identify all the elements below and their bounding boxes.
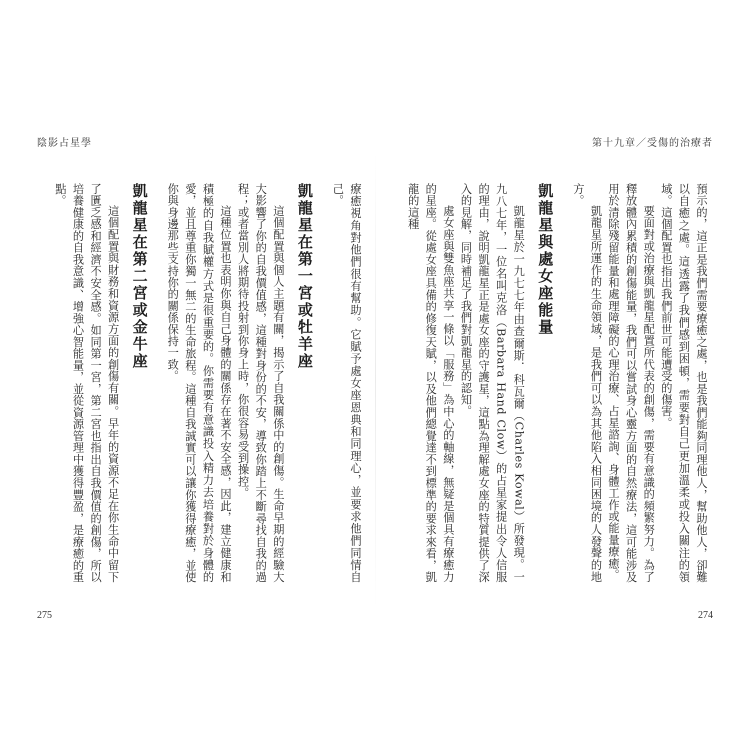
gutter-shadow [375,150,376,610]
paragraph: 這個配置與財務和資源方面的創傷有關。早年的資源不足在你生命中留下了匱乏感和經濟不安全感。如同第一宮，第二宮也指出自我價值的創傷，所以培養健康的自我意識、增強心智能量，並從資源管理中獲得豐盈，是療癒的重點。 [53,183,120,583]
paragraph: 預示的，這正是我們需要療癒之處，也是我們能夠同理他人，幫助他人，卻難以自癒之處。這透露了我們感到困頓，需要對自己更加溫柔或投入關注的領域。這個配置也指出我們前世可能遭受的傷害。 [659,183,708,583]
paragraph: 處女座與雙魚座共享一條以「服務」為中心的軸線，無疑是個具有療癒力的星座。從處女座具備的修復天賦，以及他們總覺達不到標準的要求來看，凱龍的這種 [406,183,455,583]
paragraph: 凱龍星於一九七七年由查爾斯．科瓦爾（Charles Kowal）所發現。一九八七年，一位名叫克洛（Barbara Hand Clow）的占星家提出令人信服的理由，說明凱龍星正是處女座的守護星，這點為理解處女座的特質提供了深入的見解，同時補足了我們對凱龍星的認知。 [459,183,526,583]
paragraph: 凱龍星所運作的生命領域，是我們可以為其他陷入相同困境的人發聲的地方。 [571,183,603,583]
running-head-left: 陰影占星學 [37,138,92,149]
paragraph: 這個配置與個人主題有關，揭示了自我關係中的創傷。生命早期的經驗大大影響了你的自我價值感，這種對身份的不安，導致你踏上不斷尋找自我的過程；或者當別人將期待投射到你身上時，你很容易受到操控。 [236,183,285,583]
paragraph: 療癒視角對他們很有幫助。它賦予處女座恩典和同理心，並要求他們同情自己。 [331,183,362,583]
running-head-right: 第十九章／受傷的治療者 [592,138,713,149]
paragraph: 這種位置也表明你與自己身體的關係存在著不安全感，因此，建立健康和積極的自我賦權方式是很重要的。你需要有意識投入精力去培養對於身體的愛，並且尊重你獨一無二的生命旅程。這種自我誠實可以讓你獲得療癒，並使你與身邊那些支持你的關係保持一致。 [166,183,233,583]
section-heading: 凱龍星在第二宮或金牛座 [130,183,149,370]
right-page-body [400,183,710,583]
page-number-left: 275 [37,610,52,621]
paragraph: 要面對或治療與凱龍星配置所代表的創傷，需要有意識的頻繁努力。為了釋放體內累積的創傷能量，我們可以嘗試身心靈方面的自然療法，這可能涉及用於清除殘留能量和處理障礙的心理治療、占星諮詢、身體工作或能量療癒。 [607,183,656,583]
left-page-body [38,183,364,583]
page-number-right: 274 [698,610,713,621]
section-heading: 凱龍星與處女座能量 [536,183,555,336]
section-heading: 凱龍星在第一宮或牡羊座 [295,183,314,370]
